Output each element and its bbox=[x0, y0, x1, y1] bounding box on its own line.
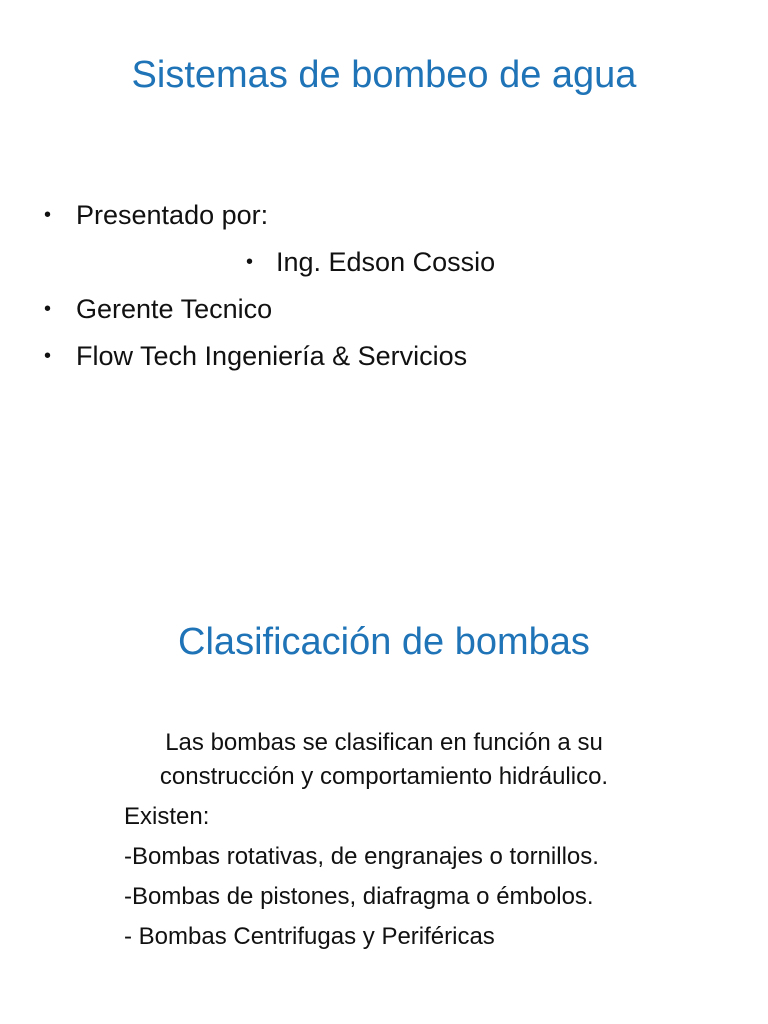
bullet-icon: • bbox=[44, 298, 52, 320]
pump-type-item: - Bombas Centrifugas y Periféricas bbox=[124, 923, 495, 950]
bullet-item-presented-by bbox=[0, 192, 768, 239]
bullet-list bbox=[0, 192, 768, 380]
bullet-item-presenter-name bbox=[0, 239, 768, 286]
slide-title: Sistemas de bombeo de agua bbox=[131, 54, 637, 96]
bullet-text: Ing. Edson Cossio bbox=[276, 247, 496, 277]
slide-classification bbox=[0, 580, 768, 1024]
bullet-text: Presentado por: bbox=[76, 200, 269, 230]
pump-type-item: -Bombas de pistones, diafragma o émbolos. bbox=[124, 883, 594, 910]
bullet-item-company bbox=[0, 333, 768, 380]
bullet-text: Gerente Tecnico bbox=[76, 294, 273, 324]
bullet-icon: • bbox=[44, 345, 52, 367]
bullet-item-role bbox=[0, 286, 768, 333]
slide-body bbox=[124, 726, 644, 960]
slide-title: Clasificación de bombas bbox=[178, 621, 590, 663]
bullet-text: Flow Tech Ingeniería & Servicios bbox=[76, 341, 468, 371]
intro-paragraph: Las bombas se clasifican en función a su construcción y comportamiento hidráulico. bbox=[159, 729, 609, 790]
bullet-icon: • bbox=[44, 204, 52, 226]
bullet-icon: • bbox=[246, 251, 254, 273]
existen-label: Existen: bbox=[124, 803, 210, 830]
pump-type-item: -Bombas rotativas, de engranajes o tornillos. bbox=[124, 843, 599, 870]
